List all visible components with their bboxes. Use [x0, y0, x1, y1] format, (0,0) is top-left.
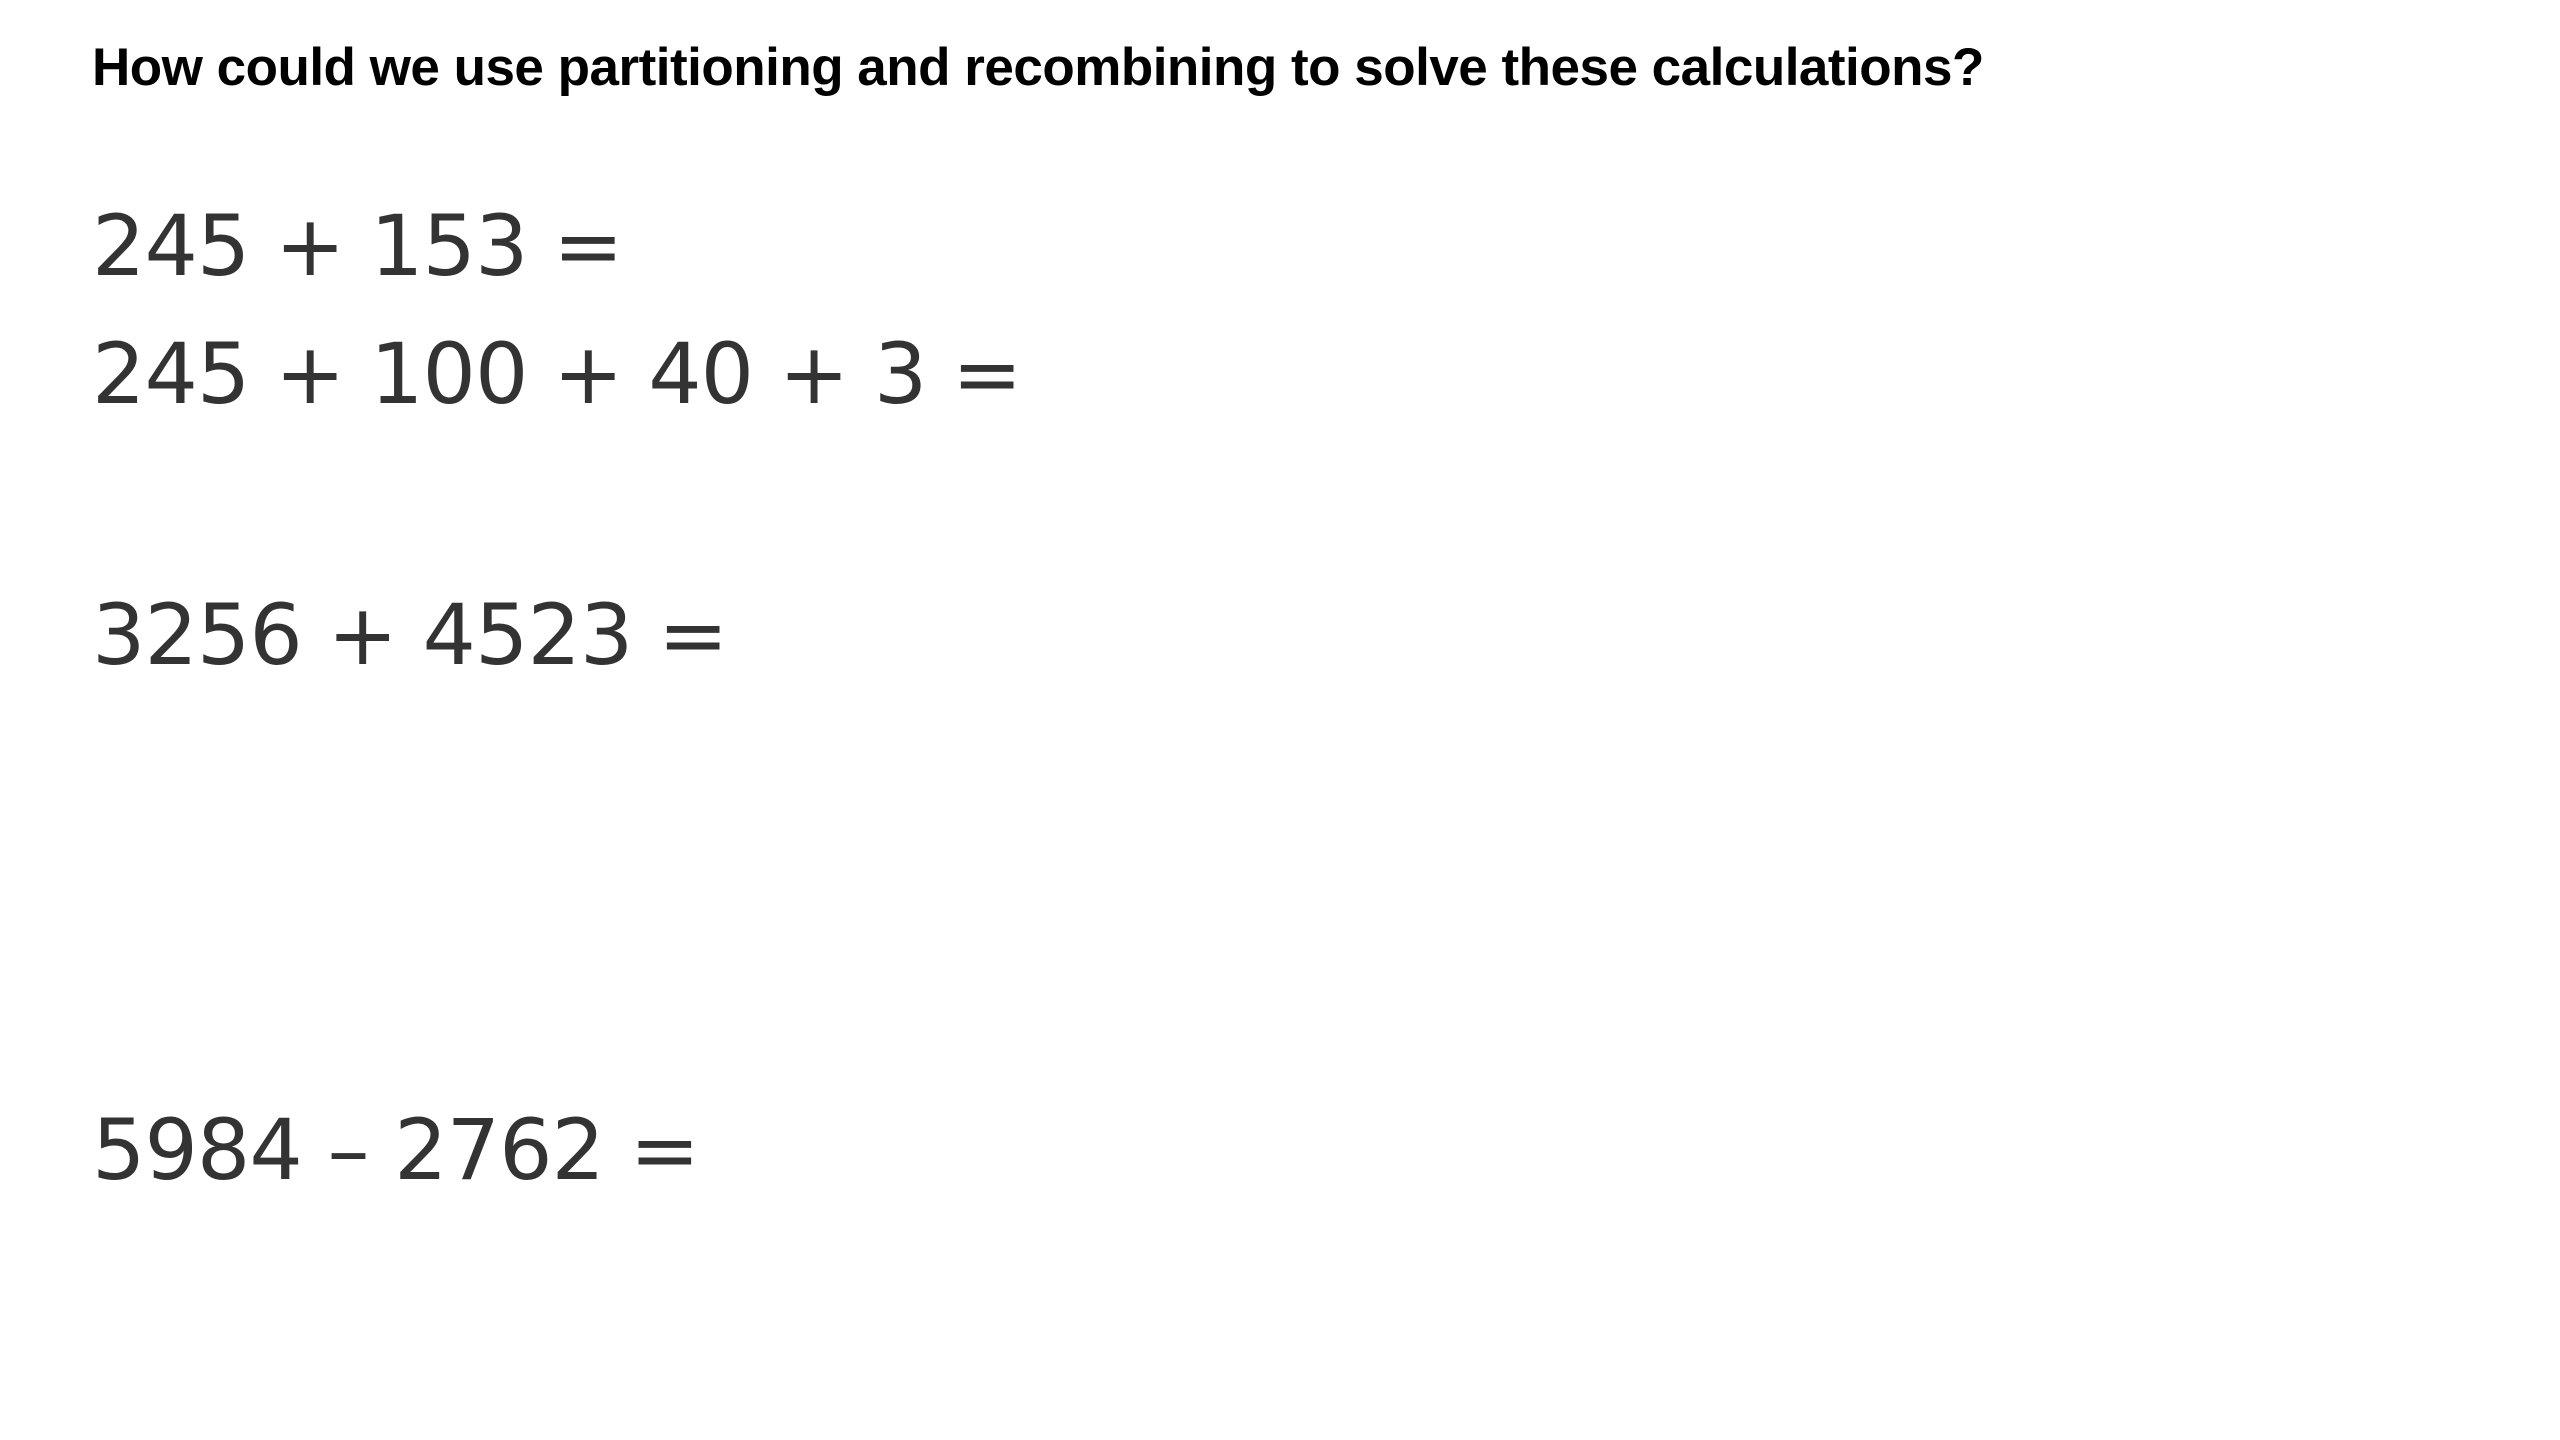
calculation-2-partitioned: 245 + 100 + 40 + 3 = [92, 325, 1022, 423]
question-heading: How could we use partitioning and recombining to solve these calculations? [92, 38, 1984, 97]
calculation-1: 245 + 153 = [92, 197, 623, 295]
calculation-4: 5984 – 2762 = [92, 1101, 700, 1199]
calculation-3: 3256 + 4523 = [92, 586, 728, 684]
